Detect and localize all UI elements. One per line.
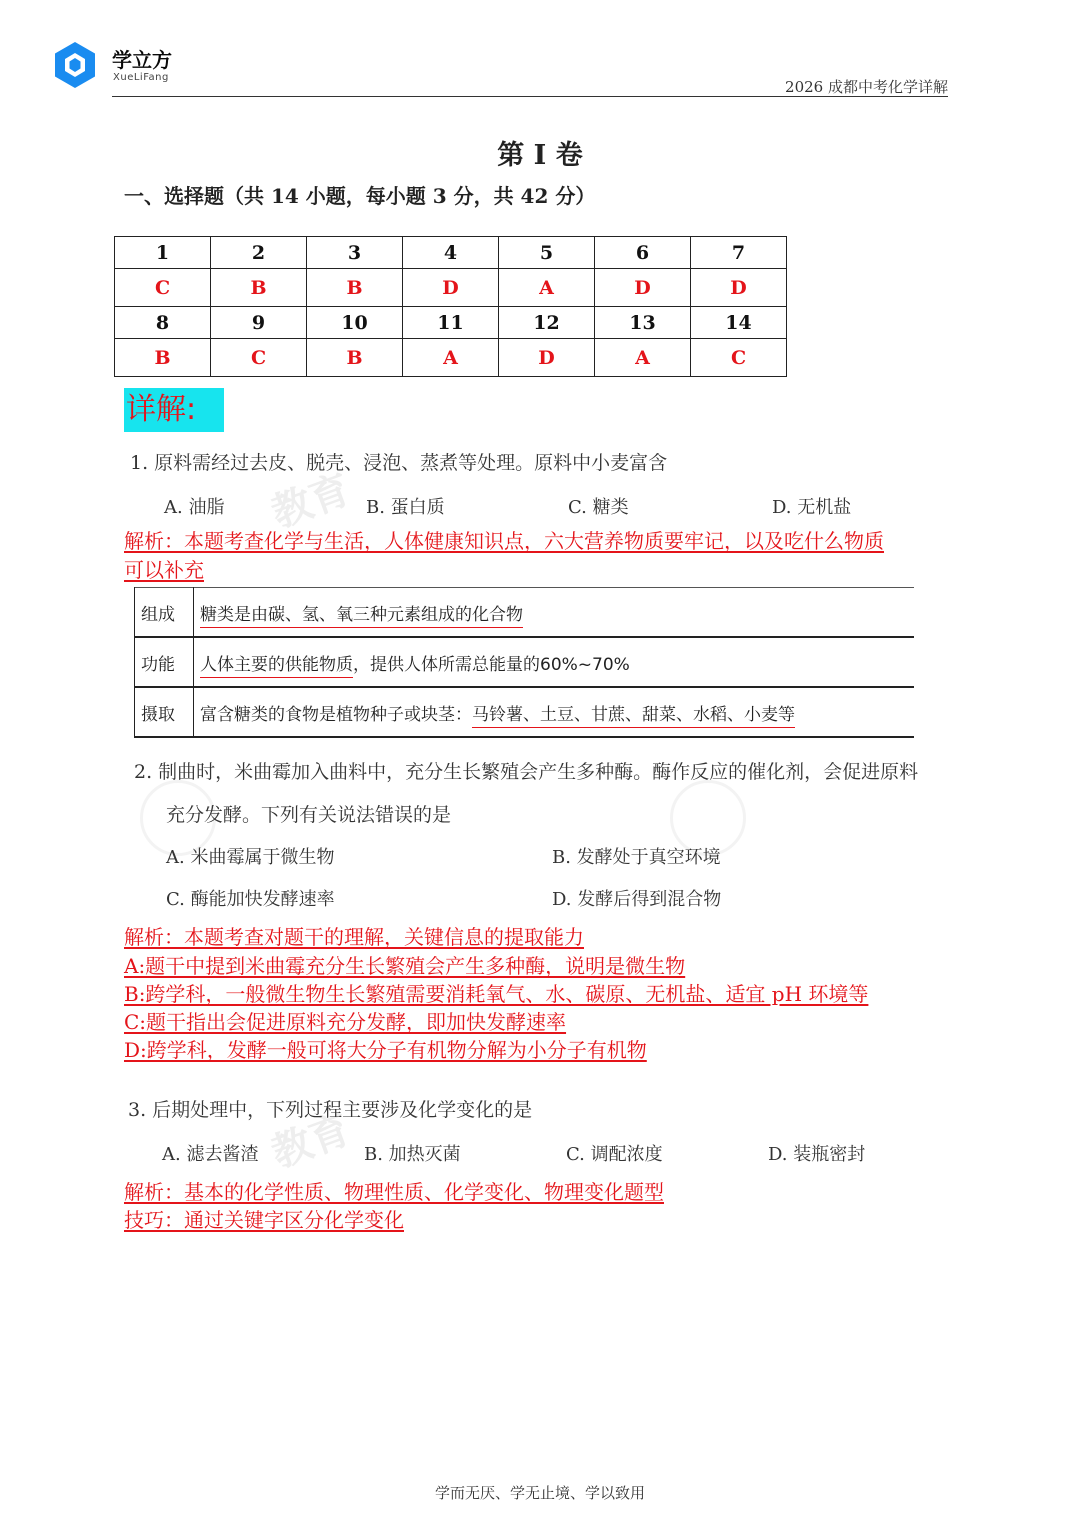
q2-analysis-line: A:题干中提到米曲霉充分生长繁殖会产生多种酶，说明是微生物 bbox=[124, 954, 686, 978]
question-number: 5 bbox=[499, 237, 595, 269]
answer-cell: D bbox=[691, 269, 787, 307]
answer-cell: B bbox=[307, 339, 403, 377]
question-number: 10 bbox=[307, 307, 403, 339]
question-2-stem-cont: 充分发酵。下列有关说法错误的是 bbox=[166, 804, 452, 826]
answer-table bbox=[114, 236, 787, 377]
info-key: 摄取 bbox=[135, 687, 194, 737]
page-footer: 学而无厌、学无止境、学以致用 bbox=[434, 1484, 645, 1502]
document-title: 2026 成都中考化学详解 bbox=[785, 78, 948, 96]
answer-cell: D bbox=[595, 269, 691, 307]
sugar-info-table bbox=[134, 587, 914, 738]
question-number: 6 bbox=[595, 237, 691, 269]
answer-cell: C bbox=[691, 339, 787, 377]
header-divider bbox=[112, 96, 948, 97]
q1-option-a: A. 油脂 bbox=[164, 497, 225, 518]
detail-heading: 详解: bbox=[124, 388, 224, 432]
info-value-text: ，提供人体所需总能量的60%~70% bbox=[353, 654, 630, 675]
question-number: 11 bbox=[403, 307, 499, 339]
q2-analysis-line: B:跨学科，一般微生物生长繁殖需要消耗氧气、水、碳原、无机盐、适宜 pH 环境等 bbox=[124, 982, 869, 1006]
watermark-text: 教育 bbox=[265, 465, 357, 538]
question-number: 2 bbox=[211, 237, 307, 269]
question-number: 8 bbox=[115, 307, 211, 339]
volume-title: 第 I 卷 bbox=[497, 140, 583, 171]
answer-cell: C bbox=[211, 339, 307, 377]
q2-option-d: D. 发酵后得到混合物 bbox=[552, 889, 722, 910]
info-key: 功能 bbox=[135, 637, 194, 687]
q3-option-d: D. 装瓶密封 bbox=[768, 1144, 866, 1165]
q3-option-b: B. 加热灭菌 bbox=[364, 1144, 461, 1165]
answer-cell: B bbox=[307, 269, 403, 307]
info-value bbox=[194, 637, 915, 687]
q2-option-c: C. 酶能加快发酵速率 bbox=[166, 889, 335, 910]
q2-analysis-line: C:题干指出会促进原料充分发酵，即加快发酵速率 bbox=[124, 1010, 567, 1034]
q1-analysis-line: 可以补充 bbox=[124, 558, 204, 582]
q2-option-a: A. 米曲霉属于微生物 bbox=[166, 847, 335, 868]
answer-cell: B bbox=[115, 339, 211, 377]
q1-option-c: C. 糖类 bbox=[568, 497, 629, 518]
question-2-stem: 2. 制曲时，米曲霉加入曲料中，充分生长繁殖会产生多种酶。酶作反应的催化剂，会促进原料 bbox=[134, 761, 919, 783]
info-value-text: 糖类是由碳、氢、氧三种元素组成的化合物 bbox=[200, 605, 523, 628]
info-value bbox=[194, 687, 915, 737]
answer-cell: A bbox=[403, 339, 499, 377]
q3-option-a: A. 滤去酱渣 bbox=[162, 1144, 259, 1165]
answer-cell: D bbox=[499, 339, 595, 377]
q3-option-c: C. 调配浓度 bbox=[566, 1144, 663, 1165]
q2-analysis-line: 解析：本题考查对题干的理解，关键信息的提取能力 bbox=[124, 925, 584, 949]
answer-cell: C bbox=[115, 269, 211, 307]
question-number: 1 bbox=[115, 237, 211, 269]
answer-cell: D bbox=[403, 269, 499, 307]
question-number: 4 bbox=[403, 237, 499, 269]
brand-name-latin: XueLiFang bbox=[113, 72, 169, 83]
question-number: 9 bbox=[211, 307, 307, 339]
answer-cell: A bbox=[499, 269, 595, 307]
question-number: 3 bbox=[307, 237, 403, 269]
question-number: 12 bbox=[499, 307, 595, 339]
q2-analysis-line: D:跨学科，发酵一般可将大分子有机物分解为小分子有机物 bbox=[124, 1038, 647, 1062]
brand-logo-icon bbox=[50, 40, 100, 90]
info-value bbox=[194, 588, 915, 638]
question-number: 13 bbox=[595, 307, 691, 339]
question-3-stem: 3. 后期处理中，下列过程主要涉及化学变化的是 bbox=[128, 1099, 533, 1121]
info-value-highlight: 马铃薯、土豆、甘蔗、甜菜、水稻、小麦等 bbox=[472, 705, 795, 728]
answer-cell: B bbox=[211, 269, 307, 307]
info-value-highlight: 人体主要的供能物质 bbox=[200, 655, 353, 678]
q3-analysis-line: 解析：基本的化学性质、物理性质、化学变化、物理变化题型 bbox=[124, 1180, 664, 1204]
section-title: 一、选择题（共 14 小题，每小题 3 分，共 42 分） bbox=[124, 184, 596, 208]
info-value-text: 富含糖类的食物是植物种子或块茎： bbox=[200, 704, 472, 725]
brand-name: 学立方 bbox=[112, 48, 172, 72]
info-key: 组成 bbox=[135, 588, 194, 638]
watermark-text: 教育 bbox=[265, 1105, 357, 1178]
answer-cell: A bbox=[595, 339, 691, 377]
q3-analysis-line: 技巧：通过关键字区分化学变化 bbox=[124, 1208, 404, 1232]
question-number: 7 bbox=[691, 237, 787, 269]
q1-analysis-line: 解析：本题考查化学与生活，人体健康知识点，六大营养物质要牢记，以及吃什么物质 bbox=[124, 529, 884, 553]
q2-option-b: B. 发酵处于真空环境 bbox=[552, 847, 721, 868]
q1-option-b: B. 蛋白质 bbox=[366, 497, 445, 518]
question-number: 14 bbox=[691, 307, 787, 339]
question-1-stem: 1. 原料需经过去皮、脱壳、浸泡、蒸煮等处理。原料中小麦富含 bbox=[130, 452, 668, 474]
q1-option-d: D. 无机盐 bbox=[772, 497, 852, 518]
